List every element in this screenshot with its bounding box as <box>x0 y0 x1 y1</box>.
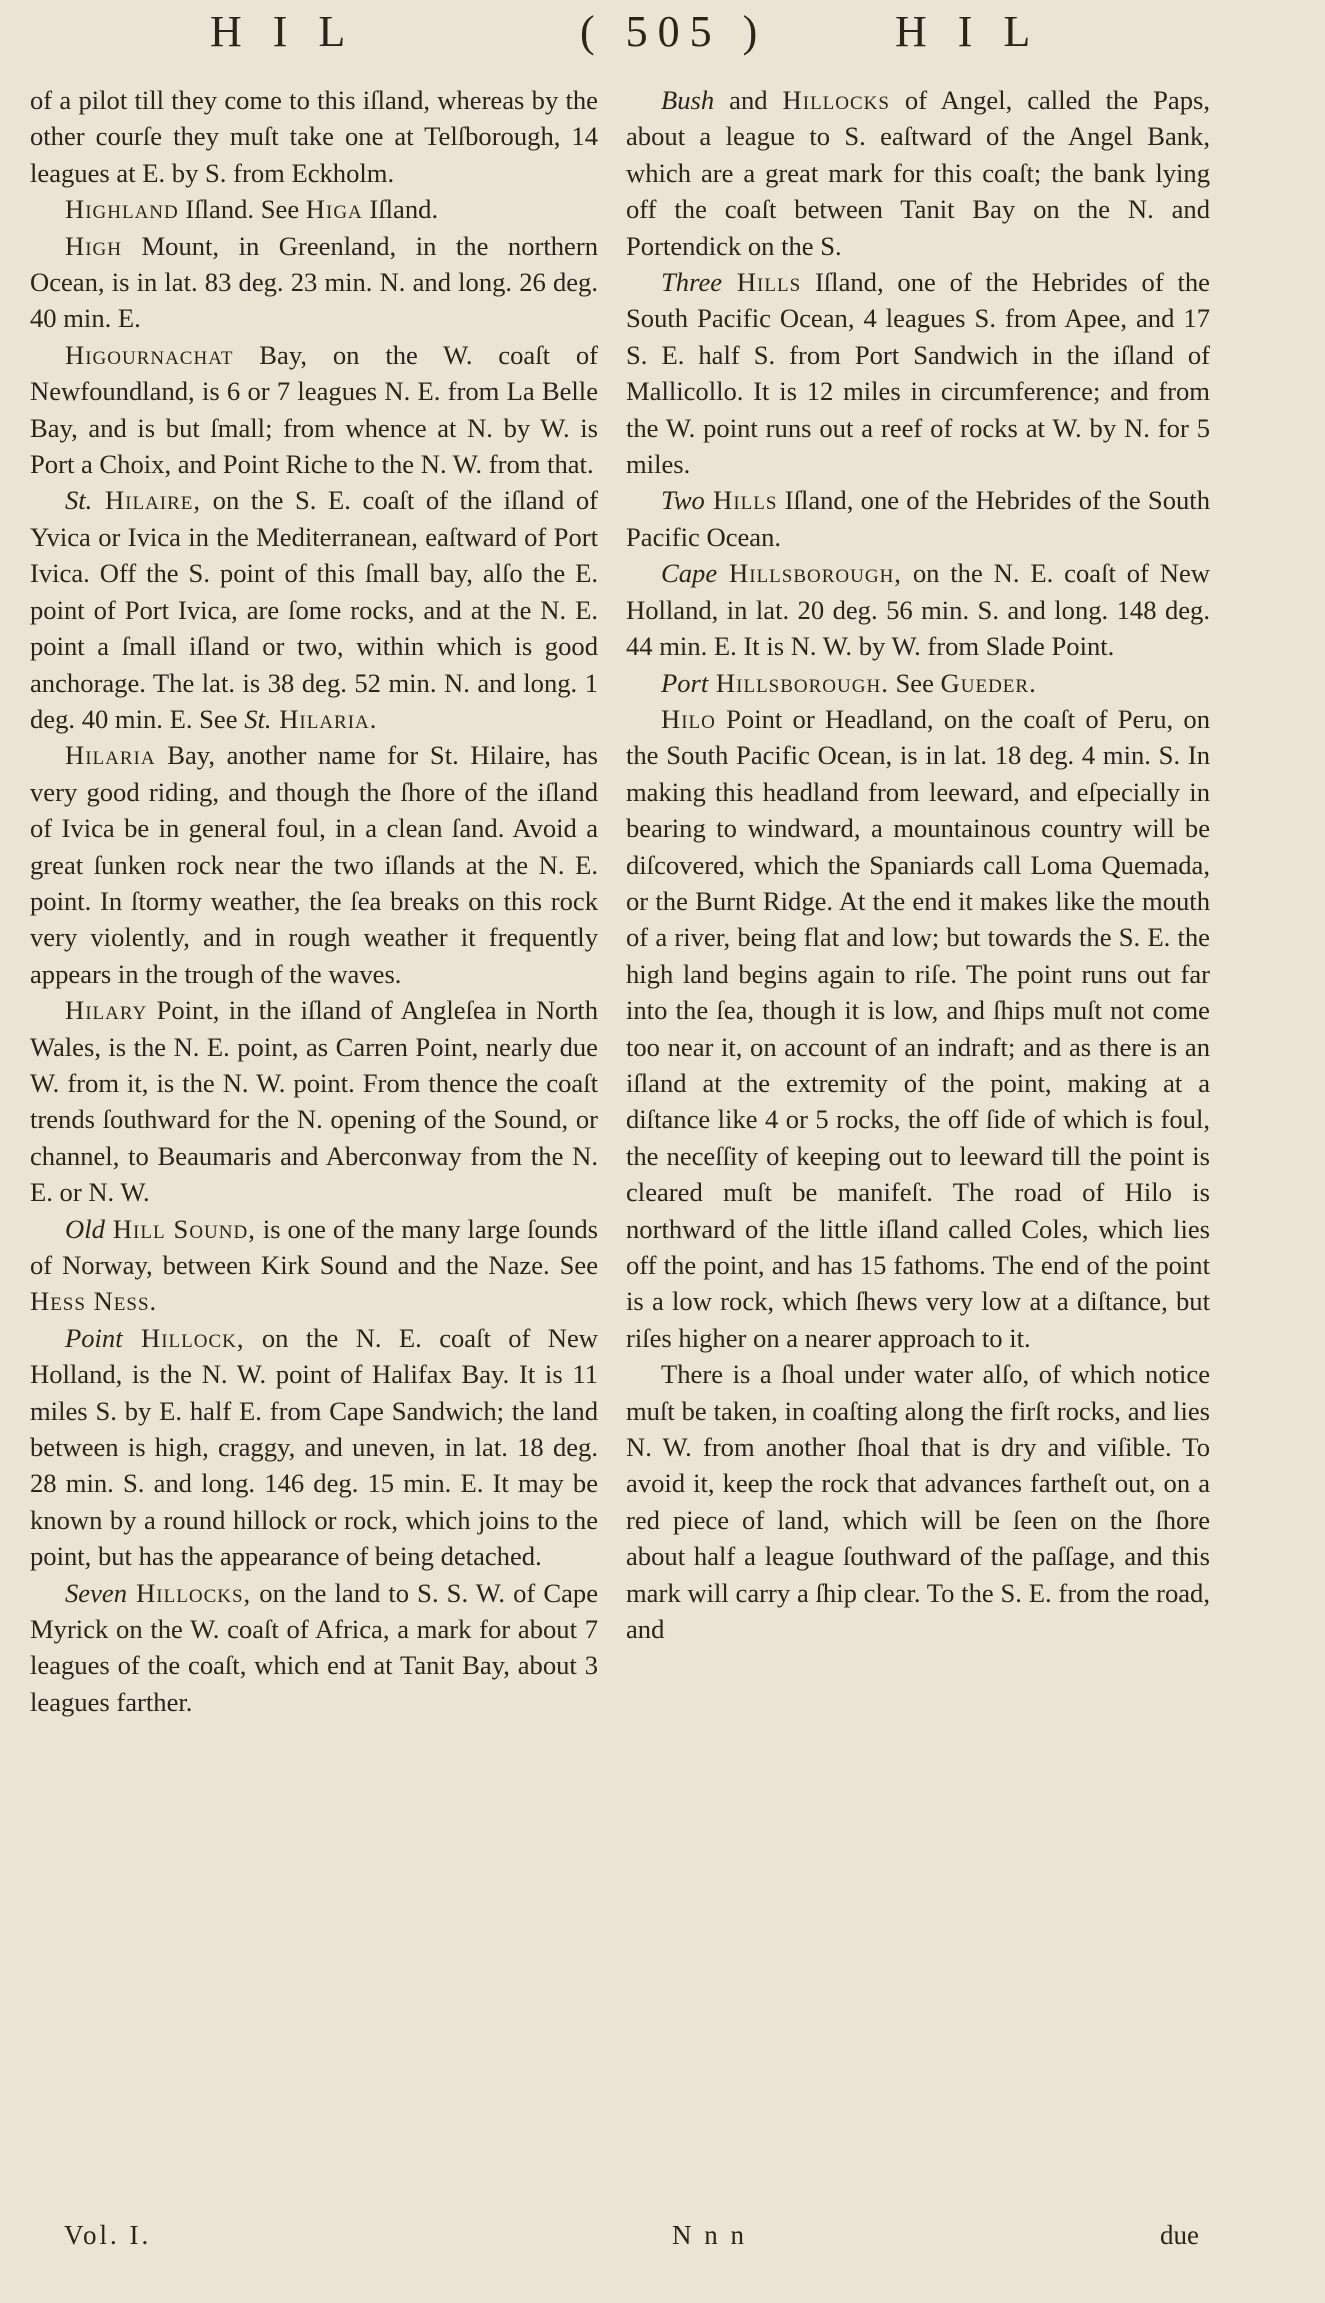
running-header <box>0 6 1325 76</box>
entry-port-hillsborough: Port Hillsborough. See Gueder. <box>661 667 1037 698</box>
entry-prefix: Old <box>65 1213 105 1244</box>
entry-headword: Hilaire, <box>92 485 202 516</box>
page-number: ( 505 ) <box>580 7 768 56</box>
right-column <box>626 82 1210 1647</box>
entry-headword: Hilaria <box>65 740 156 771</box>
entry-higournachat: Higournachat Bay, on the W. coaſt of Newfoundland, is 6 or 7 leagues N. E. from La Belle Bay, and is but ſmall; from whence at N. by W. is Port a Choix, and Point Riche to the N. W. from that. <box>30 339 598 480</box>
left-column <box>30 82 598 1720</box>
catchword: due <box>1160 2220 1199 2250</box>
entry-bush-hillocks: Bush and Hillocks of Angel, called the Paps, about a league to S. eaſtward of the Angel Bank, which are a great mark for this coaſt; the bank lying off the coaſt between Tanit Bay on the N. and Portendick on the S. <box>626 85 1210 261</box>
running-head-right: H I L <box>895 7 1041 56</box>
volume-mark: Vol. I. <box>64 2220 152 2250</box>
cross-reference: Higa <box>305 194 363 225</box>
cross-reference: Hess Ness. <box>30 1286 158 1317</box>
entry-headword: Hill Sound, <box>104 1213 256 1244</box>
entry-headword: Hillocks, <box>127 1577 252 1608</box>
entry-headword: Hillock, <box>122 1322 245 1353</box>
entry-headword: High <box>65 230 122 261</box>
entry-prefix: Three <box>661 267 723 298</box>
entry-headword: Higournachat <box>65 339 234 370</box>
entry-hilary: Hilary Point, in the iſland of Angleſea in North Wales, is the N. E. point, as Carren Point, nearly due W. from it, is the N. W. point. From thence the coaſt trends ſouthward for the N. opening of the Sound, or channel, to Beaumaris and Aberconway from the N. E. or N. W. <box>30 995 598 1208</box>
signature-mark: N n n <box>672 2220 747 2250</box>
entry-two-hills: Two Hills Iſland, one of the Hebrides of the South Pacific Ocean. <box>626 485 1210 552</box>
entry-headword: Hillocks <box>782 85 890 115</box>
entry-prefix: Seven <box>65 1577 128 1608</box>
entry-highland: Highland Iſland. See Higa Iſland. <box>65 194 439 225</box>
page-footer <box>0 2220 1325 2270</box>
entry-headword: Hillsborough. <box>708 667 889 698</box>
entry-headword: Hills <box>704 485 778 516</box>
entry-point-hillock: Point Hillock, on the N. E. coaſt of New Holland, is the N. W. point of Halifax Bay. It is 11 miles S. by E. half E. from Cape Sandwich; the land between is high, craggy, and uneven, in lat. 18 deg. 28 min. S. and long. 146 deg. 15 min. E. It may be known by a round hillock or rock, which joins to the point, but has the appearance of being detached. <box>30 1322 598 1572</box>
entry-prefix: Bush <box>661 85 715 115</box>
entry-prefix: Port <box>661 667 709 698</box>
entry-cape-hillsborough: Cape Hillsborough, on the N. E. coaſt of New Holland, in lat. 20 deg. 56 min. S. and long. 148 deg. 44 min. E. It is N. W. by W. from Slade Point. <box>626 558 1210 662</box>
cross-reference-prefix: St. <box>244 703 272 734</box>
cross-reference: Hilaria. <box>271 703 378 734</box>
entry-headword: Highland <box>65 194 179 225</box>
entry-prefix: Two <box>661 485 705 516</box>
entry-prefix: St. <box>65 485 93 516</box>
entry-continuation: of a pilot till they come to this iſland, whereas by the other courſe they muſt take one at Telſborough, 14 leagues at E. by S. from Eckholm. <box>30 85 598 188</box>
entry-hilo-continued: There is a ſhoal under water alſo, of which notice muſt be taken, in coaſting along the firſt rocks, and lies N. W. from another ſhoal that is dry and viſible. To avoid it, keep the rock that advances fartheſt out, on a red piece of land, which will be ſeen on the ſhore about half a league ſouthward of the paſſage, and this mark will carry a ſhip clear. To the S. E. from the road, and <box>626 1359 1210 1645</box>
entry-prefix: Point <box>65 1322 123 1353</box>
entry-three-hills: Three Hills Iſland, one of the Hebrides of the South Pacific Ocean, 4 leagues S. from Apee, and 17 S. E. half S. from Port Sandwich in the iſland of Mallicollo. It is 12 miles in circumference; and from the W. point runs out a reef of rocks at W. by N. for 5 miles. <box>626 267 1210 480</box>
entry-headword: Hillsborough, <box>717 558 902 589</box>
entry-prefix: Cape <box>661 558 718 589</box>
cross-reference: Gueder. <box>940 667 1037 698</box>
entry-st-hilaire: St. Hilaire, on the S. E. coaſt of the iſland of Yvica or Ivica in the Mediterranean, eaſtward of Port Ivica. Off the S. point of this ſmall bay, alſo the E. point of Port Ivica, are ſome rocks, and at the N. E. point a ſmall iſland or two, within which is good anchorage. The lat. is 38 deg. 52 min. N. and long. 1 deg. 40 min. E. See St. Hilaria. <box>30 485 599 734</box>
entry-hilaria: Hilaria Bay, another name for St. Hilaire, has very good riding, and though the ſhore of the iſland of Ivica be in general foul, in a clean ſand. Avoid a great ſunken rock near the two iſlands at the N. E. point. In ſtormy weather, the ſea breaks on this rock very violently, and in rough weather it frequently appears in the trough of the waves. <box>30 740 598 989</box>
entry-high-mount: High Mount, in Greenland, in the northern Ocean, is in lat. 83 deg. 23 min. N. and long. 26 deg. 40 min. E. <box>30 230 598 334</box>
entry-seven-hillocks: Seven Hillocks, on the land to S. S. W. of Cape Myrick on the W. coaſt of Africa, a mark for about 7 leagues of the coaſt, which end at Tanit Bay, about 3 leagues farther. <box>30 1577 598 1717</box>
entry-hilo: Hilo Point or Headland, on the coaſt of Peru, on the South Pacific Ocean, is in lat. 18 deg. 4 min. S. In making this headland from leeward, and eſpecially in bearing to windward, a mountainous country will be diſcovered, which the Spaniards call Loma Quemada, or the Burnt Ridge. At the end it makes like the mouth of a river, being flat and low; but towards the S. E. the high land begins again to riſe. The point runs out far into the ſea, though it is low, and ſhips muſt not come too near it, on account of an indraft; and as there is an iſland at the extremity of the point, making at a diſtance like 4 or 5 rocks, the off ſide of which is foul, the neceſſity of keeping out to leeward till the point is cleared muſt be manifeſt. The road of Hilo is northward of the little iſland called Coles, which lies off the point, and has 15 fathoms. The end of the point is a low rock, which ſhews very low at a diſtance, but riſes higher on a nearer approach to it. <box>626 703 1210 1353</box>
entry-headword: Hilary <box>65 995 148 1026</box>
entry-old-hill-sound: Old Hill Sound, is one of the many large ſounds of Norway, between Kirk Sound and the Naze. See Hess Ness. <box>30 1213 598 1317</box>
entry-headword: Hilo <box>661 703 716 734</box>
running-head-left: H I L <box>210 7 356 56</box>
entry-headword: Hills <box>722 267 802 298</box>
